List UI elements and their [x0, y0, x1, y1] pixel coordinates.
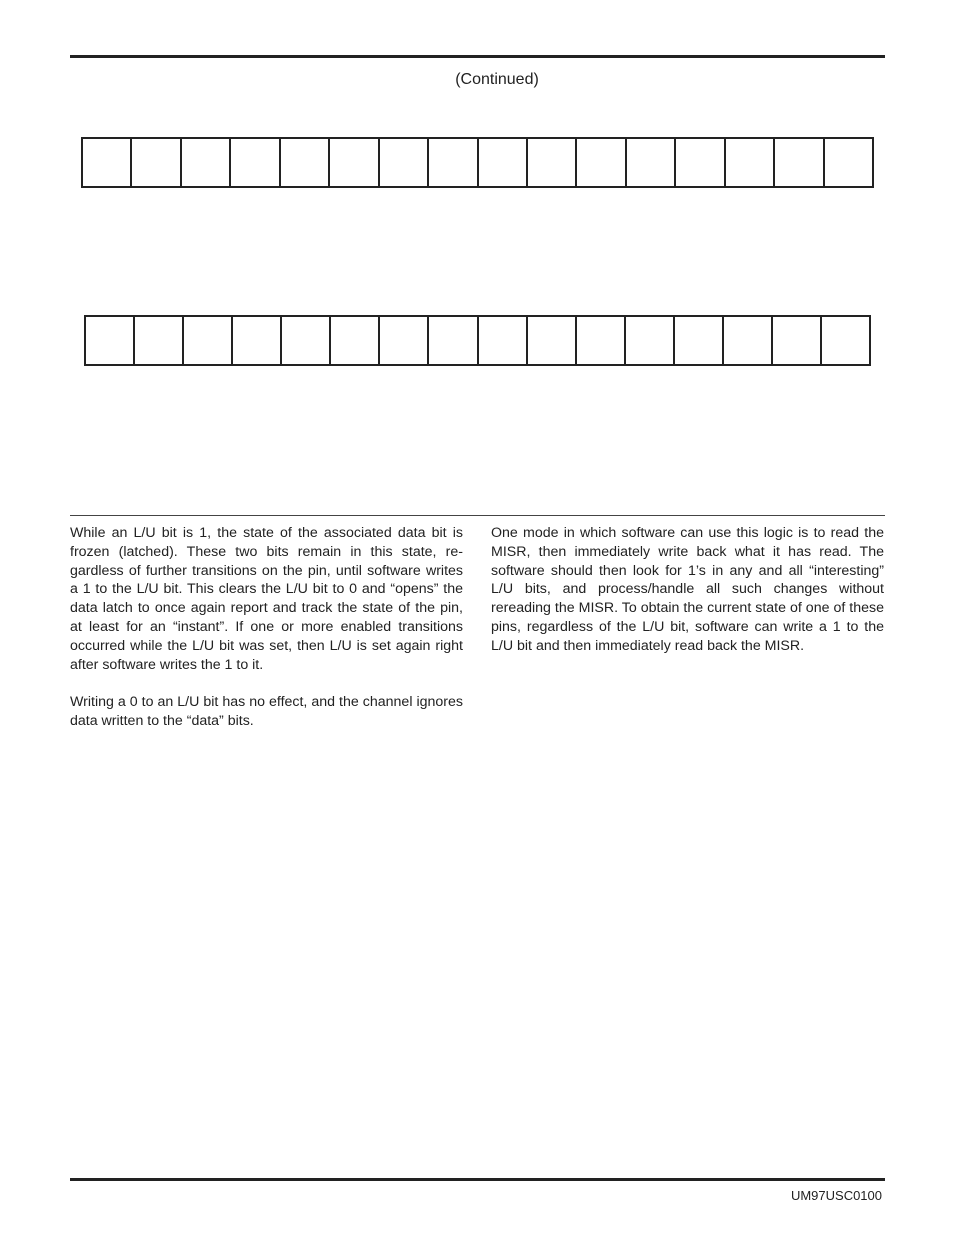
register-bit-cell — [477, 139, 526, 186]
continued-heading: (Continued) — [455, 71, 539, 88]
document-code: UM97USC0100 — [790, 1188, 882, 1203]
register-bit-cell — [378, 139, 427, 186]
register-bit-cell — [477, 317, 526, 364]
register-bit-cell — [279, 139, 328, 186]
register-bit-cell — [724, 139, 773, 186]
register-bit-cell — [86, 317, 133, 364]
paragraph-latch-behavior: While an L/U bit is 1, the state of the associated data bit is frozen (latched). These two bits remain in this state, re-gardless of further transitions on the pin, until software writes a 1 to the L/U bit. This clears the L/U bit to 0 and “opens” the data latch to once again report and track the state of the pin, at least for an “instant”. If one or more enabled transitions occurred while the L/U bit was set, then L/U is set again right after software writes the 1 to it. — [70, 525, 463, 673]
section-divider — [70, 515, 885, 516]
register-bit-cell — [820, 317, 869, 364]
paragraph-write-zero: Writing a 0 to an L/U bit has no effect, and the channel ignores data written to the “data” bits. — [70, 694, 463, 729]
register-bit-cell — [674, 139, 723, 186]
register-bit-cell — [575, 317, 624, 364]
register-bit-cell — [231, 317, 280, 364]
register-bit-cell — [83, 139, 130, 186]
body-column-left — [70, 524, 463, 750]
register-diagram-upper — [81, 137, 874, 188]
top-rule — [70, 55, 885, 58]
register-bit-cell — [823, 139, 872, 186]
register-bit-cell — [133, 317, 182, 364]
bottom-rule — [70, 1178, 885, 1181]
register-bit-cell — [229, 139, 278, 186]
body-column-right — [491, 524, 884, 674]
register-bit-cell — [773, 139, 822, 186]
register-bit-cell — [329, 317, 378, 364]
register-bit-cell — [328, 139, 377, 186]
paragraph-misr-usage: One mode in which software can use this logic is to read the MISR, then immediately write back what it has read. The software should then look for 1’s in any and all “interesting” L/U bits, and process/handle all such changes without rereading the MISR. To obtain the current state of one of these pins, regardless of the L/U bit, software can write a 1 to the L/U bit and then immediately read back the MISR. — [491, 525, 884, 654]
register-bit-cell — [427, 139, 476, 186]
register-bit-cell — [378, 317, 427, 364]
register-bit-cell — [182, 317, 231, 364]
register-diagram-lower — [84, 315, 871, 366]
register-bit-cell — [427, 317, 476, 364]
register-bit-cell — [180, 139, 229, 186]
register-bit-cell — [722, 317, 771, 364]
register-bit-cell — [280, 317, 329, 364]
register-bit-cell — [673, 317, 722, 364]
register-bit-cell — [526, 317, 575, 364]
register-bit-cell — [771, 317, 820, 364]
register-bit-cell — [624, 317, 673, 364]
register-bit-cell — [625, 139, 674, 186]
register-bit-cell — [575, 139, 624, 186]
register-bit-cell — [526, 139, 575, 186]
register-bit-cell — [130, 139, 179, 186]
